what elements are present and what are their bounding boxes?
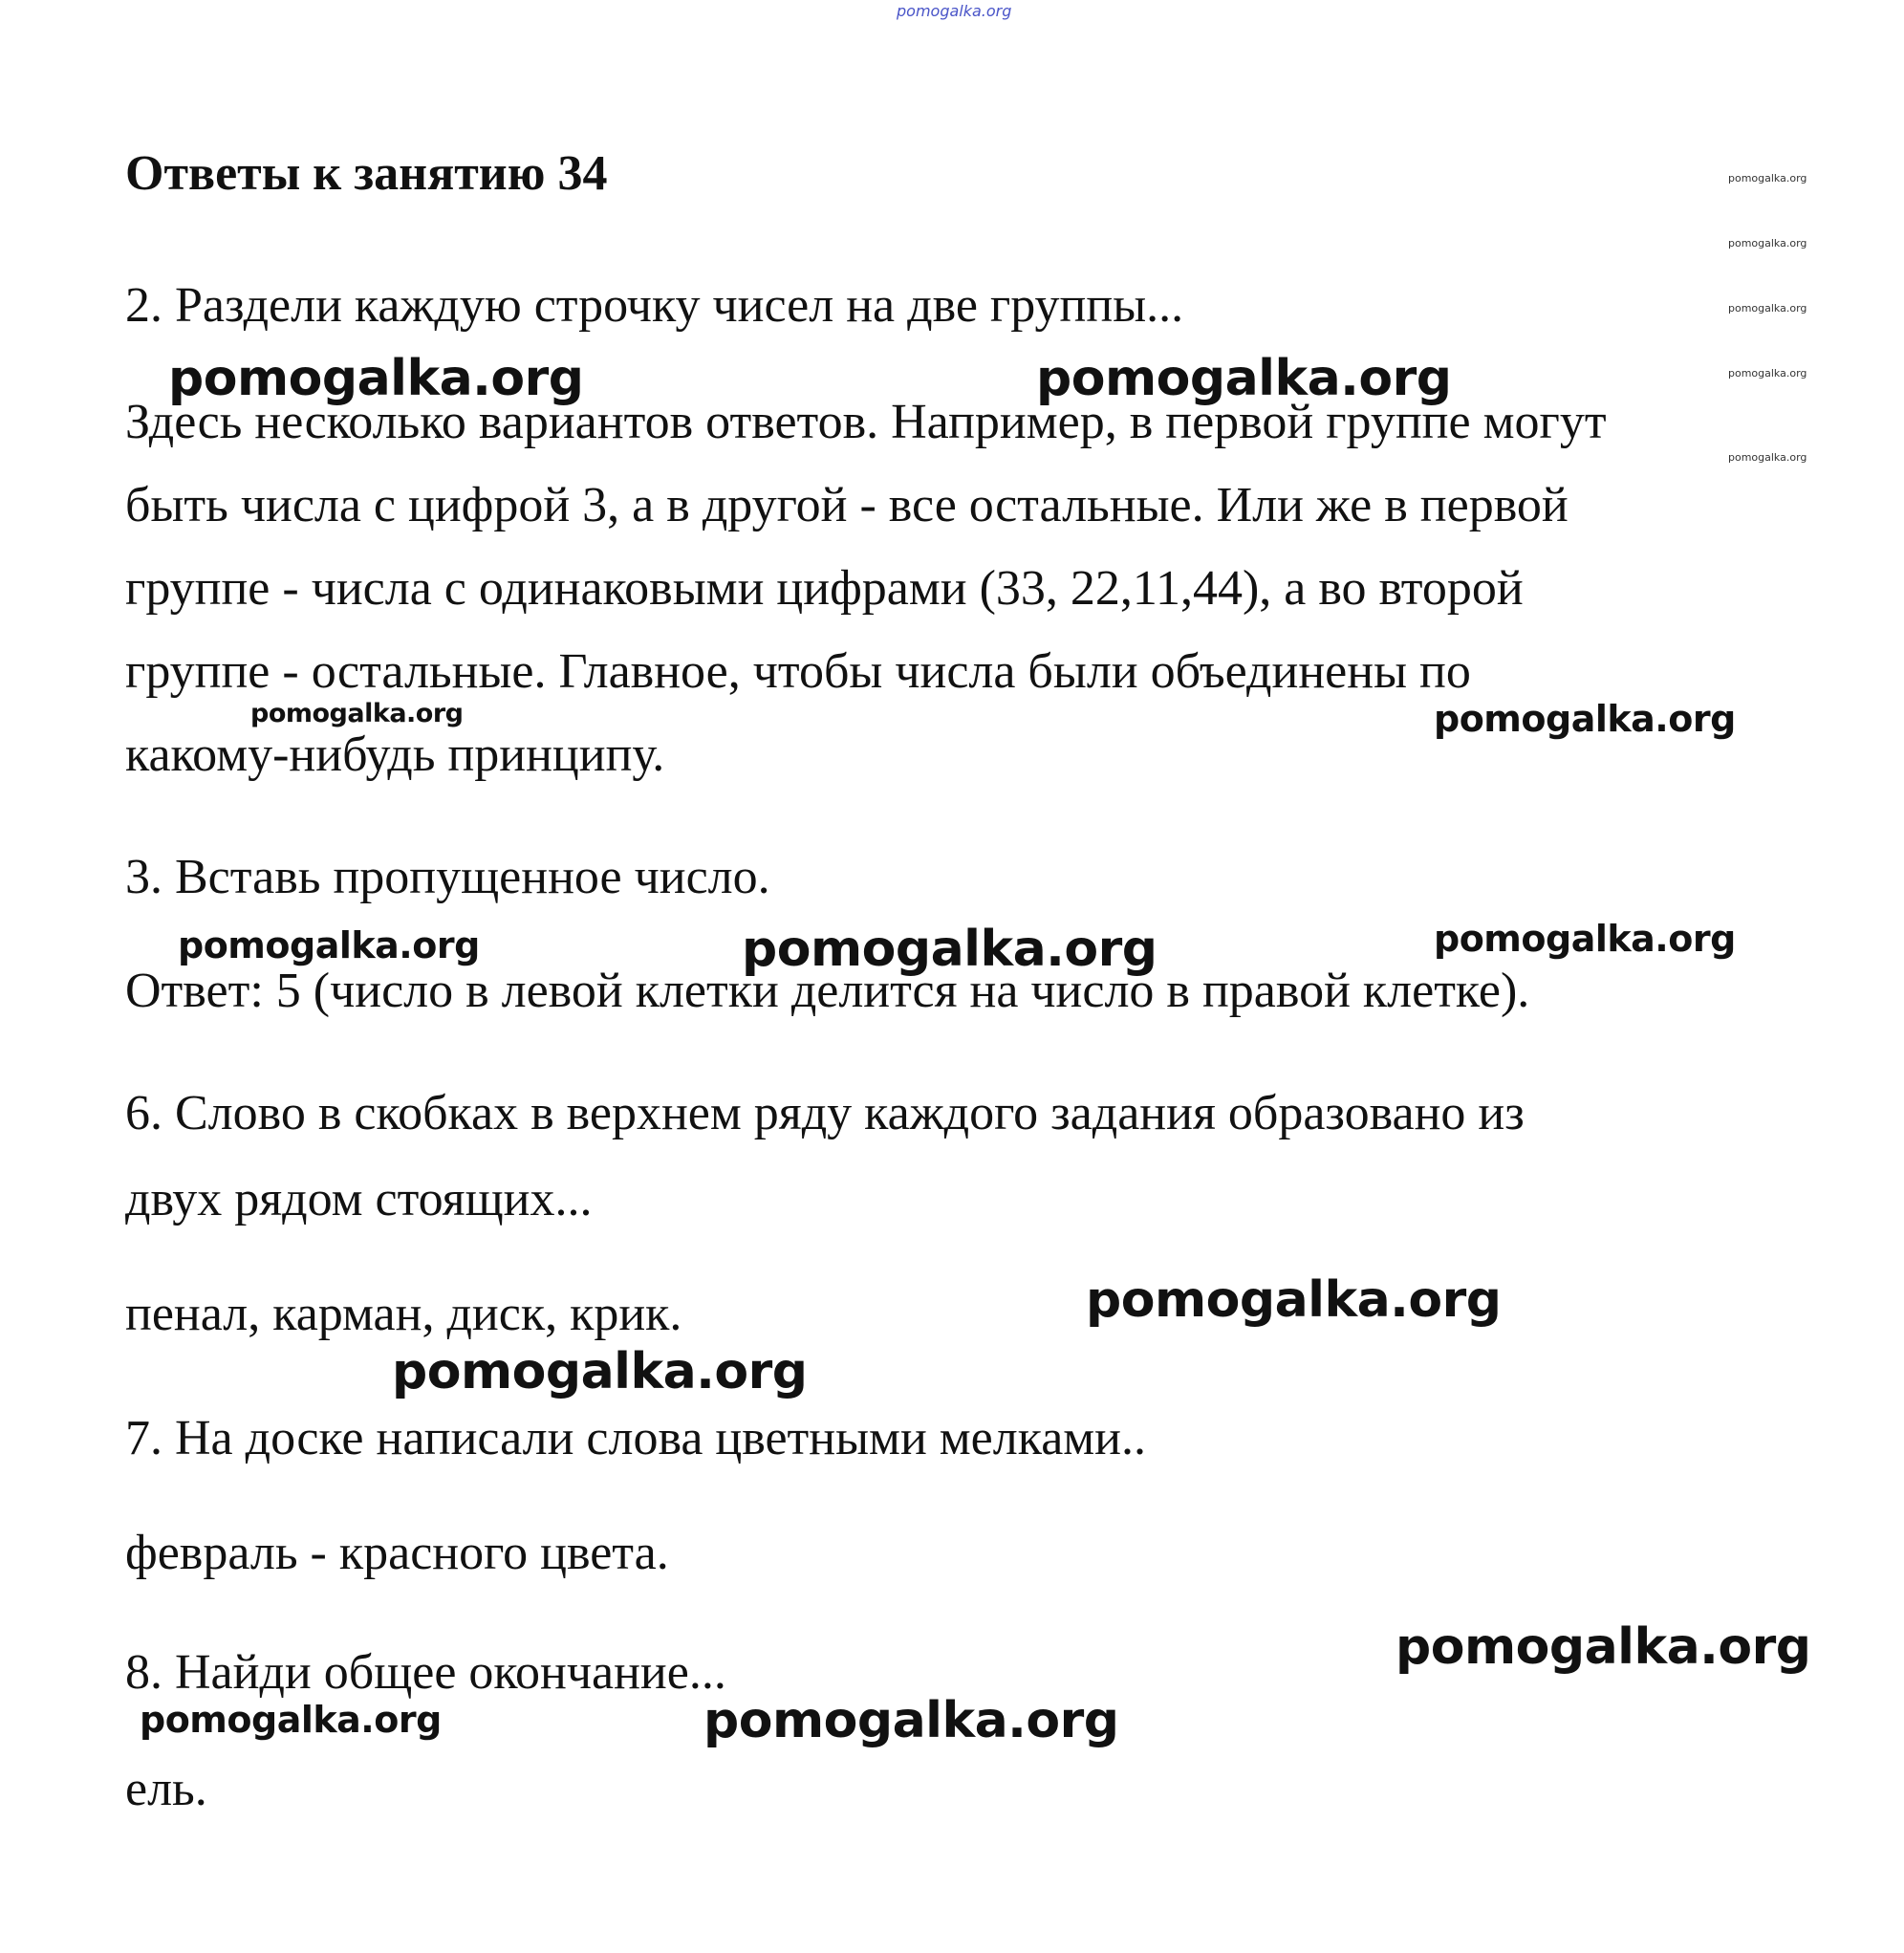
- answer-6: пенал, карман, диск, крик.: [125, 1287, 682, 1341]
- watermark-overlay: pomogalka.org: [1434, 918, 1736, 960]
- watermark-overlay: pomogalka.org: [250, 699, 464, 728]
- side-watermark: pomogalka.org: [1728, 237, 1807, 250]
- top-watermark: pomogalka.org: [897, 2, 1012, 20]
- question-2: 2. Раздели каждую строчку чисел на две группы...: [125, 278, 1184, 333]
- watermark-overlay: pomogalka.org: [168, 350, 584, 407]
- question-6-line-1: 6. Слово в скобках в верхнем ряду каждого задания образовано из: [125, 1086, 1525, 1140]
- answer-2-line-3: группе - числа с одинаковыми цифрами (33, 22,11,44), а во второй: [125, 561, 1524, 616]
- answer-2-line-4: группе - остальные. Главное, чтобы числа были объединены по: [125, 644, 1471, 699]
- answer-2-line-1: Здесь несколько вариантов ответов. Например, в первой группе могут: [125, 395, 1607, 449]
- question-8: 8. Найди общее окончание...: [125, 1645, 726, 1700]
- question-6-line-2: двух рядом стоящих...: [125, 1172, 593, 1226]
- answer-3: Ответ: 5 (число в левой клетки делится на число в правой клетке).: [125, 964, 1530, 1018]
- watermark-overlay: pomogalka.org: [703, 1692, 1119, 1749]
- answer-7: февраль - красного цвета.: [125, 1526, 669, 1580]
- side-watermark: pomogalka.org: [1728, 172, 1807, 184]
- watermark-overlay: pomogalka.org: [1396, 1618, 1811, 1676]
- side-watermark: pomogalka.org: [1728, 367, 1807, 380]
- question-3: 3. Вставь пропущенное число.: [125, 850, 770, 904]
- watermark-overlay: pomogalka.org: [1036, 350, 1452, 407]
- answer-8: ель.: [125, 1762, 207, 1816]
- watermark-overlay: pomogalka.org: [140, 1699, 442, 1741]
- answer-2-line-2: быть числа с цифрой 3, а в другой - все остальные. Или же в первой: [125, 478, 1569, 532]
- side-watermark: pomogalka.org: [1728, 302, 1807, 315]
- side-watermark: pomogalka.org: [1728, 451, 1807, 464]
- watermark-overlay: pomogalka.org: [392, 1343, 808, 1400]
- watermark-overlay: pomogalka.org: [742, 921, 1158, 978]
- answer-2-line-5: какому-нибудь принципу.: [125, 727, 665, 782]
- page-title: Ответы к занятию 34: [125, 146, 608, 201]
- watermark-overlay: pomogalka.org: [178, 924, 480, 966]
- watermark-overlay: pomogalka.org: [1086, 1271, 1502, 1329]
- question-7: 7. На доске написали слова цветными мелками..: [125, 1411, 1147, 1465]
- watermark-overlay: pomogalka.org: [1434, 698, 1736, 740]
